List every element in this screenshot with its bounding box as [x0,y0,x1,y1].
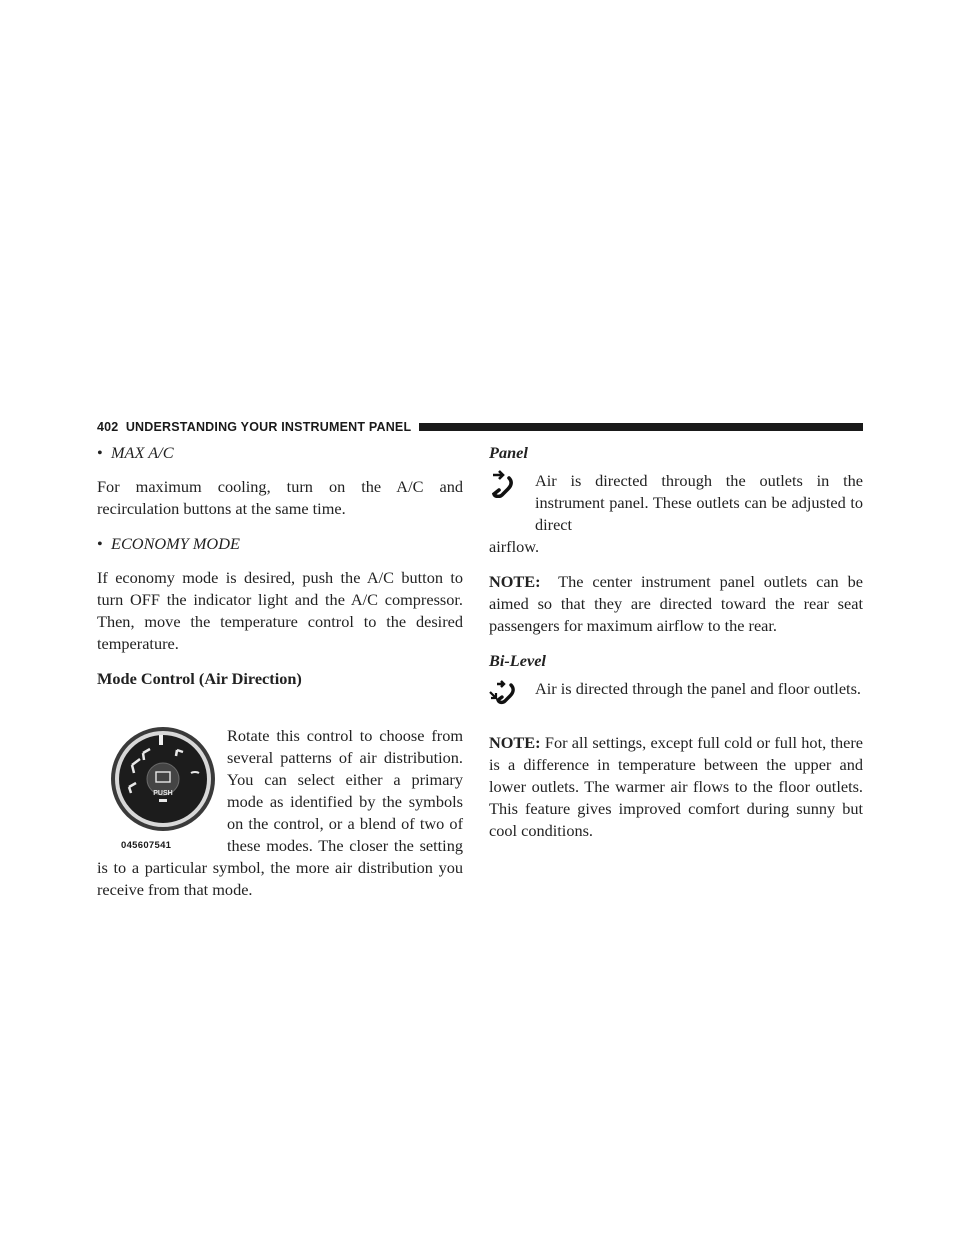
header-text [97,419,411,435]
panel-heading: Panel [489,443,528,462]
bullet-max-ac [97,442,463,464]
page-header [97,419,863,435]
note-label: NOTE: [489,733,541,752]
section-title: UNDERSTANDING YOUR INSTRUMENT PANEL [125,420,412,434]
panel-airflow-icon [489,470,517,498]
bilevel-mode-row [489,678,863,706]
mode-control-block [97,703,463,901]
note-center-outlets-text: The center instrument panel outlets can be aimed so that they are directed toward the rear seat passengers for maximum airflow to the rear. [489,572,863,635]
knob-image-code: 045607541 [121,840,172,851]
bilevel-airflow-icon [489,678,517,706]
note-center-outlets [489,571,863,637]
note-temperature-difference-text: For all settings, except full cold or full hot, there is a difference in temperature between the upper and lower outlets. The warmer air flows to the floor outlets. This feature gives improved comfort during sunny but cool conditions. [489,733,863,840]
bullet-dot: • [97,534,103,553]
panel-mode-text-first: Air is directed through the outlets in the instrument panel. These outlets can be adjusted to direct [535,471,863,534]
bilevel-mode-text: Air is directed through the panel and floor outlets. [535,679,861,698]
header-rule [419,423,863,431]
mode-control-text: Rotate this control to choose from several patterns of air distribution. You can select either a primary mode as identified by the symbols on the control, or a blend of two of these modes. The closer the setting is to a particular symbol, the more air distribution you receive from that mode. [97,726,463,899]
panel-mode-row [489,470,863,536]
mode-control-heading: Mode Control (Air Direction) [97,669,302,688]
page-number: 402 [97,420,119,434]
bilevel-heading: Bi-Level [489,651,546,670]
note-temperature-difference [489,732,863,842]
bullet-economy-mode [97,533,463,555]
note-label: NOTE: [489,572,541,591]
knob-push-label: PUSH [153,790,173,797]
panel-mode-text-rest: airflow. [489,537,540,556]
bullet-dot: • [97,443,103,462]
max-ac-text: For maximum cooling, turn on the A/C and recirculation buttons at the same time. [97,477,463,518]
max-ac-label: MAX A/C [111,443,174,462]
left-column [97,442,463,901]
economy-mode-label: ECONOMY MODE [111,534,240,553]
right-column [489,442,863,842]
economy-mode-text: If economy mode is desired, push the A/C button to turn OFF the indicator light and the A/C compressor. Then, move the temperature control to the desired temperature. [97,568,463,653]
mode-control-knob-figure [107,723,219,853]
mode-control-knob-icon [107,723,219,835]
